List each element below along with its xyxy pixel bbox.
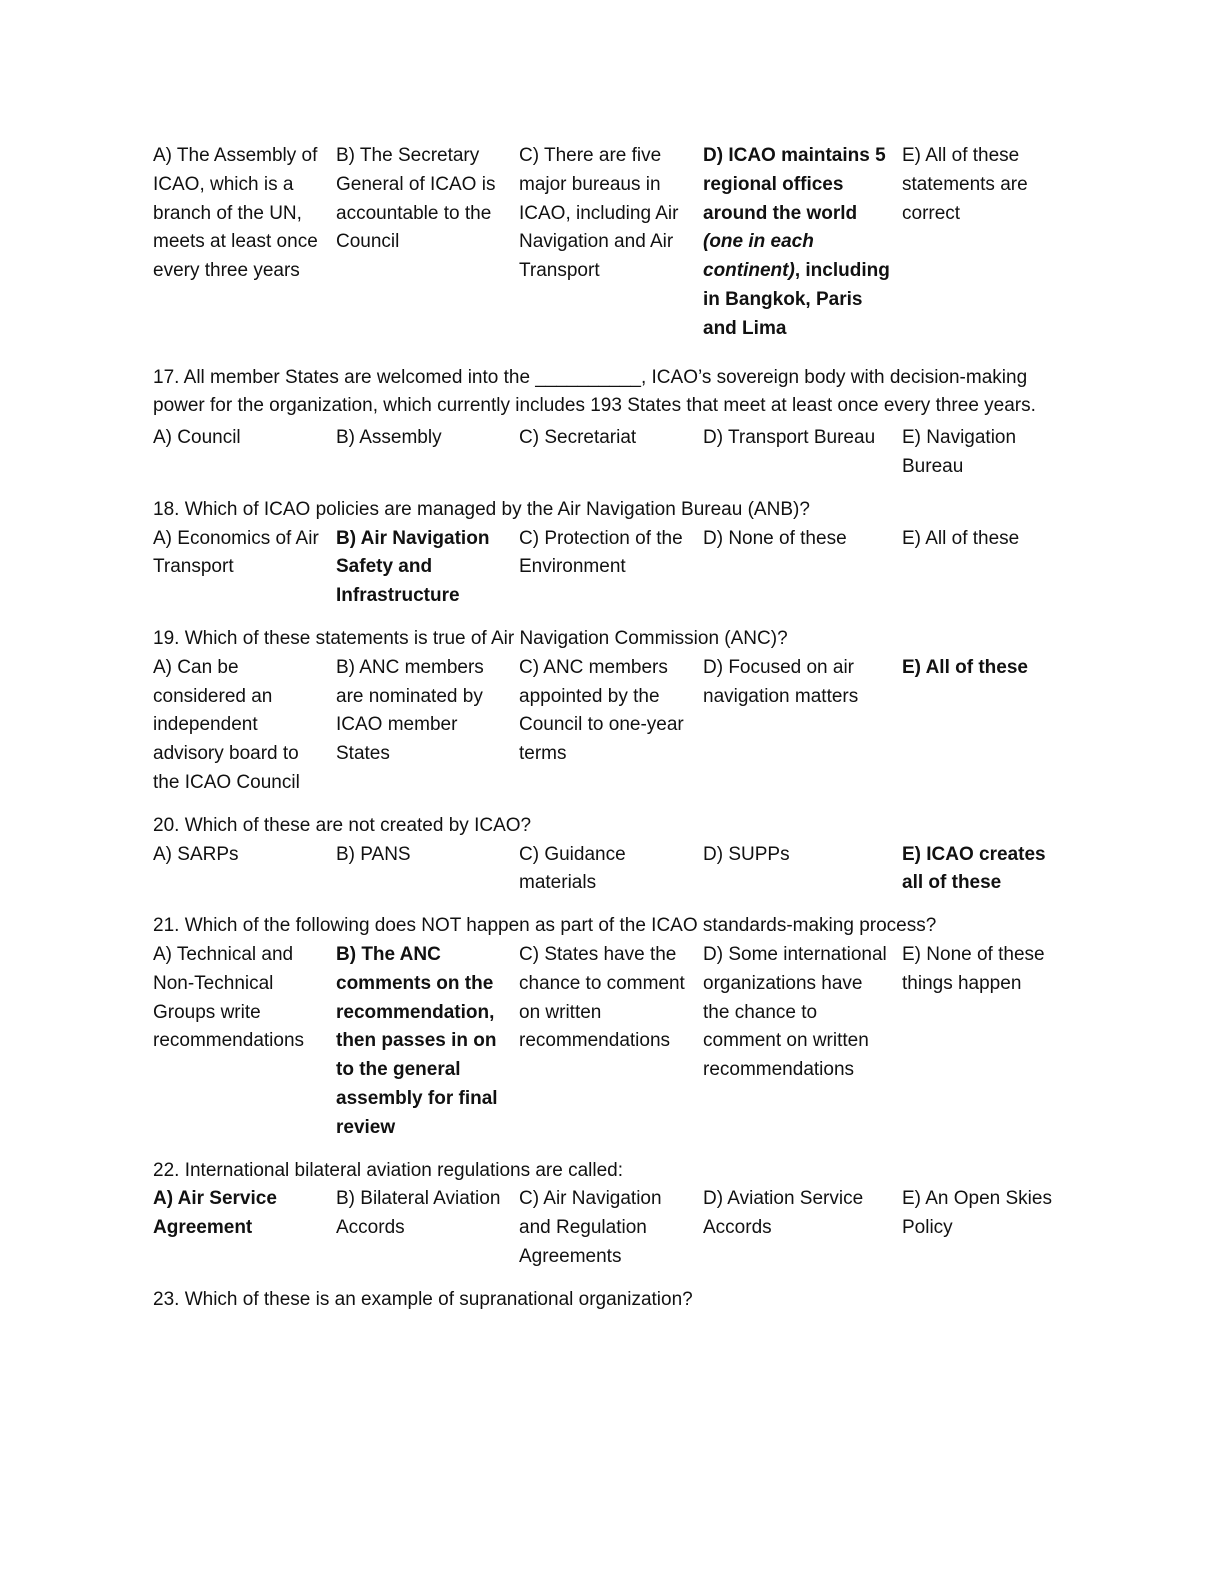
q18-option-b-correct: B) Air Navigation Safety and Infrastructure — [336, 527, 490, 607]
q20-option-d: D) SUPPs — [703, 843, 790, 865]
question-23-text: 23. Which of these is an example of supranational organization? — [153, 1288, 693, 1310]
q20-option-e-correct: E) ICAO creates all of these — [902, 843, 1046, 894]
question-20-text: 20. Which of these are not created by ICAO? — [153, 814, 532, 836]
question-21-block — [153, 912, 1073, 1142]
q16-option-d-correct: D) ICAO maintains 5 regional offices around the world (one in each continent), including in Bangkok, Paris and Lima — [703, 145, 890, 339]
q16-option-a: A) The Assembly of ICAO, which is a branch of the UN, meets at least once every three years — [153, 145, 318, 282]
question-23-block — [153, 1286, 1073, 1315]
q21-option-b-correct: B) The ANC comments on the recommendation, then passes in on to the general assembly for final review — [336, 943, 498, 1138]
q21-option-d: D) Some international organizations have the chance to comment on written recommendations — [703, 943, 887, 1081]
question-18-block — [153, 496, 1073, 611]
question-19-block — [153, 625, 1073, 798]
question-22-text: 22. International bilateral aviation regulations are called: — [153, 1159, 624, 1181]
q17-option-a: A) Council — [153, 427, 241, 449]
q22-option-d: D) Aviation Service Accords — [703, 1188, 864, 1239]
q21-option-a: A) Technical and Non-Technical Groups write recommendations — [153, 943, 305, 1052]
question-22-block — [153, 1157, 1073, 1272]
q19-option-e-correct: E) All of these — [902, 656, 1028, 678]
q16-option-b: B) The Secretary General of ICAO is accountable to the Council — [336, 145, 496, 253]
q18-option-a: A) Economics of Air Transport — [153, 527, 319, 578]
q17-option-b: B) Assembly — [336, 427, 442, 449]
q22-option-c: C) Air Navigation and Regulation Agreements — [519, 1188, 662, 1267]
q20-option-b: B) PANS — [336, 843, 411, 865]
q22-option-b: B) Bilateral Aviation Accords — [336, 1188, 501, 1239]
question-16-options — [153, 142, 1073, 344]
q17-option-d: D) Transport Bureau — [703, 427, 876, 449]
q19-option-b: B) ANC members are nominated by ICAO member States — [336, 656, 484, 765]
document-page — [153, 142, 1073, 1314]
question-21-text: 21. Which of the following does NOT happen as part of the ICAO standards-making process? — [153, 915, 937, 937]
question-17-text: 17. All member States are welcomed into the __________, ICAO’s sovereign body with decision-making power for the organization, which currently includes 193 States that meet at least once every three years. — [153, 366, 1036, 417]
question-16-block — [153, 142, 1073, 344]
q16-option-e: E) All of these statements are correct — [902, 145, 1028, 224]
q17-option-e: E) Navigation Bureau — [902, 427, 1017, 477]
q19-option-c: C) ANC members appointed by the Council to one-year terms — [519, 656, 684, 765]
q18-option-e: E) All of these — [902, 527, 1020, 549]
q17-option-c: C) Secretariat — [519, 427, 637, 449]
q21-option-c: C) States have the chance to comment on written recommendations — [519, 943, 685, 1052]
q21-option-e: E) None of these things happen — [902, 943, 1045, 994]
q16-option-c: C) There are five major bureaus in ICAO, including Air Navigation and Air Transport — [519, 145, 679, 282]
q20-option-c: C) Guidance materials — [519, 843, 626, 894]
q19-option-d: D) Focused on air navigation matters — [703, 656, 859, 707]
q18-option-d: D) None of these — [703, 527, 847, 549]
question-20-options — [153, 841, 1073, 899]
question-22-options — [153, 1185, 1073, 1271]
q16-option-d-emphasis: (one in each continent) — [703, 231, 814, 282]
q18-option-c: C) Protection of the Environment — [519, 527, 683, 578]
question-19-options — [153, 654, 1073, 798]
question-19-text: 19. Which of these statements is true of Air Navigation Commission (ANC)? — [153, 627, 788, 649]
question-21-options — [153, 941, 1073, 1143]
question-18-options — [153, 525, 1073, 611]
q19-option-a: A) Can be considered an independent advisory board to the ICAO Council — [153, 656, 300, 793]
question-17-block — [153, 364, 1073, 482]
q22-option-a-correct: A) Air Service Agreement — [153, 1188, 277, 1239]
question-20-block — [153, 812, 1073, 898]
question-17-options — [153, 424, 1073, 482]
question-18-text: 18. Which of ICAO policies are managed by the Air Navigation Bureau (ANB)? — [153, 498, 810, 520]
q20-option-a: A) SARPs — [153, 843, 239, 865]
q22-option-e: E) An Open Skies Policy — [902, 1188, 1052, 1239]
